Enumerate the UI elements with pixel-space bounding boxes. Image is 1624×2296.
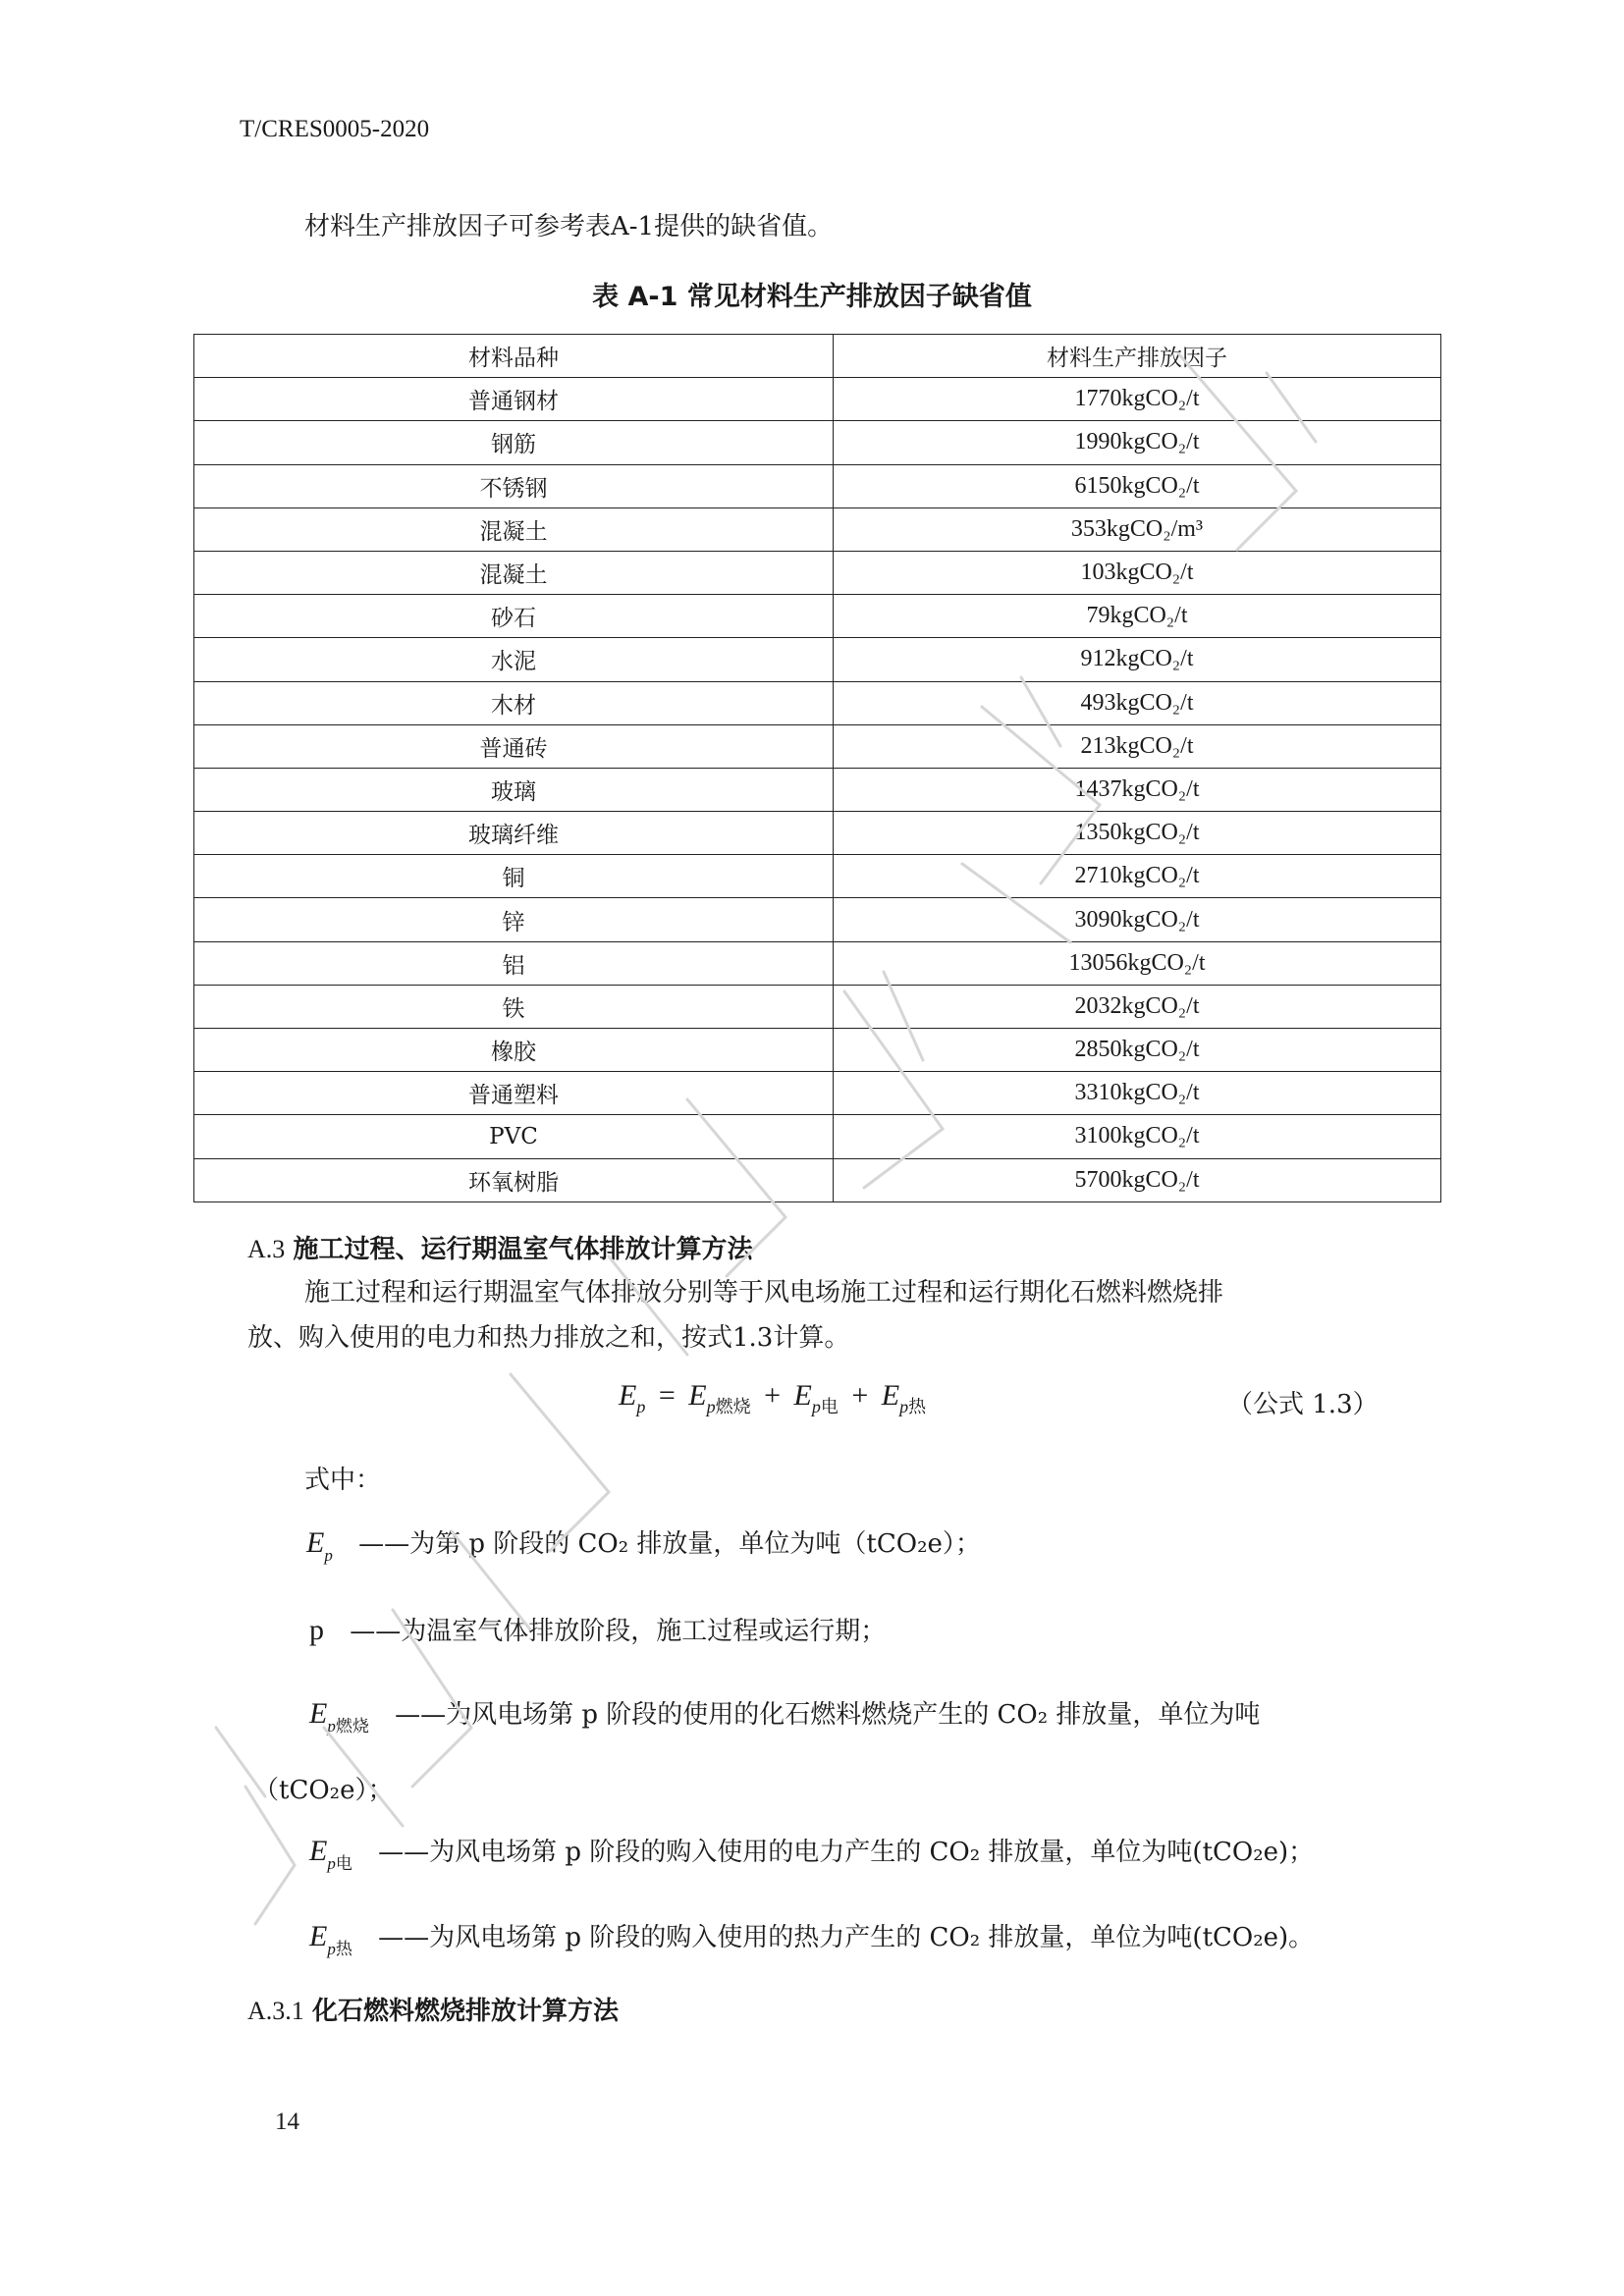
factor-cell: 6150kgCO₂/t xyxy=(834,464,1441,507)
table-row xyxy=(194,421,1441,464)
material-cell: 普通钢材 xyxy=(194,378,834,421)
symbol-subscript: p xyxy=(327,1940,336,1958)
table-row xyxy=(194,724,1441,768)
definition-text: ——为第 p 阶段的 CO₂ 排放量，单位为吨（tCO₂e）； xyxy=(358,1529,981,1559)
material-cell: 水泥 xyxy=(194,638,834,681)
material-cell: 砂石 xyxy=(194,595,834,638)
symbol-subscript: p xyxy=(324,1546,333,1565)
material-cell: 混凝土 xyxy=(194,507,834,551)
formula-1-3 xyxy=(619,1379,926,1418)
formula-subscript: p xyxy=(706,1397,716,1416)
material-cell: 铁 xyxy=(194,985,834,1028)
formula-subscript: 热 xyxy=(908,1397,927,1416)
factor-cell: 2032kgCO₂/t xyxy=(834,985,1441,1028)
page-number: 14 xyxy=(275,2109,299,2135)
table-row xyxy=(194,898,1441,941)
definition-ep-burn xyxy=(309,1694,1260,1736)
table-row xyxy=(194,985,1441,1028)
factor-cell: 5700kgCO₂/t xyxy=(834,1158,1441,1201)
definition-text: ——为温室气体排放阶段，施工过程或运行期； xyxy=(350,1617,887,1646)
formula-operator: = xyxy=(658,1379,676,1412)
formula-subscript: p xyxy=(811,1397,821,1416)
symbol-letter: E xyxy=(309,1697,328,1730)
definition-ep-burn-continued: （tCO₂e）； xyxy=(253,1776,394,1805)
table-row xyxy=(194,378,1441,421)
factor-cell: 3100kgCO₂/t xyxy=(834,1115,1441,1158)
material-cell: 木材 xyxy=(194,681,834,724)
section-heading-a31 xyxy=(247,1991,619,2027)
symbol-letter: E xyxy=(306,1526,325,1559)
formula-symbol: E xyxy=(619,1379,637,1412)
table-row xyxy=(194,638,1441,681)
definition-text: ——为风电场第 p 阶段的购入使用的电力产生的 CO₂ 排放量，单位为吨(tCO₂e)； xyxy=(378,1838,1315,1867)
symbol-p: p xyxy=(309,1614,324,1646)
factor-cell: 3090kgCO₂/t xyxy=(834,898,1441,941)
formula-symbol: E xyxy=(688,1379,707,1412)
factor-cell: 213kgCO₂/t xyxy=(834,724,1441,768)
table-row xyxy=(194,855,1441,898)
material-cell: 玻璃 xyxy=(194,768,834,811)
where-label: 式中： xyxy=(304,1466,382,1495)
symbol-subscript: 电 xyxy=(335,1854,352,1873)
factor-cell: 1350kgCO₂/t xyxy=(834,812,1441,855)
symbol-subscript: p xyxy=(327,1854,336,1873)
formula-symbol: E xyxy=(793,1379,812,1412)
symbol-ep xyxy=(306,1526,333,1565)
table-row xyxy=(194,1158,1441,1201)
formula-label: （公式 1.3） xyxy=(1227,1390,1379,1419)
formula-symbol: E xyxy=(881,1379,900,1412)
factor-cell: 2710kgCO₂/t xyxy=(834,855,1441,898)
table-row xyxy=(194,464,1441,507)
table-row xyxy=(194,768,1441,811)
symbol-letter: E xyxy=(309,1835,328,1867)
material-cell: 铜 xyxy=(194,855,834,898)
document-id: T/CRES0005-2020 xyxy=(240,116,430,142)
formula-operator: + xyxy=(764,1379,781,1412)
definition-p xyxy=(309,1611,886,1647)
section-paragraph-line-1: 施工过程和运行期温室气体排放分别等于风电场施工过程和运行期化石燃料燃烧排 xyxy=(304,1278,1224,1308)
table-header-row xyxy=(194,335,1441,378)
definition-ep-elec xyxy=(309,1832,1314,1874)
formula-subscript: p xyxy=(636,1397,646,1416)
formula-subscript: 电 xyxy=(820,1397,839,1416)
factor-cell: 1770kgCO₂/t xyxy=(834,378,1441,421)
table-row xyxy=(194,595,1441,638)
factor-cell: 1437kgCO₂/t xyxy=(834,768,1441,811)
table-row xyxy=(194,551,1441,594)
section-number: A.3 xyxy=(247,1235,286,1263)
table-caption: 表 A-1 常见材料生产排放因子缺省值 xyxy=(592,282,1032,312)
factor-cell: 13056kgCO₂/t xyxy=(834,941,1441,985)
definition-text: ——为风电场第 p 阶段的使用的化石燃料燃烧产生的 CO₂ 排放量，单位为吨 xyxy=(395,1700,1261,1730)
factor-cell: 103kgCO₂/t xyxy=(834,551,1441,594)
material-cell: 环氧树脂 xyxy=(194,1158,834,1201)
column-header-material: 材料品种 xyxy=(194,335,834,378)
table-row xyxy=(194,941,1441,985)
definition-ep-heat xyxy=(309,1917,1314,1959)
symbol-ep-burn xyxy=(309,1697,369,1735)
table-row xyxy=(194,1115,1441,1158)
symbol-letter: E xyxy=(309,1920,328,1952)
factor-cell: 1990kgCO₂/t xyxy=(834,421,1441,464)
table-row xyxy=(194,681,1441,724)
intro-paragraph: 材料生产排放因子可参考表A-1提供的缺省值。 xyxy=(304,212,834,241)
factor-cell: 79kgCO₂/t xyxy=(834,595,1441,638)
material-cell: 钢筋 xyxy=(194,421,834,464)
definition-text: ——为风电场第 p 阶段的购入使用的热力产生的 CO₂ 排放量，单位为吨(tCO₂e)。 xyxy=(378,1923,1315,1952)
section-number: A.3.1 xyxy=(247,1997,304,2025)
factor-cell: 2850kgCO₂/t xyxy=(834,1029,1441,1072)
factor-cell: 353kgCO₂/m³ xyxy=(834,507,1441,551)
material-cell: 不锈钢 xyxy=(194,464,834,507)
material-cell: 普通塑料 xyxy=(194,1072,834,1115)
symbol-ep-heat xyxy=(309,1920,352,1958)
symbol-subscript: p xyxy=(327,1717,336,1735)
material-cell: 橡胶 xyxy=(194,1029,834,1072)
table-row xyxy=(194,1072,1441,1115)
table-row xyxy=(194,507,1441,551)
section-title: 施工过程、运行期温室气体排放计算方法 xyxy=(293,1235,753,1264)
factor-cell: 493kgCO₂/t xyxy=(834,681,1441,724)
section-title: 化石燃料燃烧排放计算方法 xyxy=(312,1997,620,2026)
material-cell: PVC xyxy=(194,1115,834,1158)
formula-subscript: 燃烧 xyxy=(715,1397,751,1416)
symbol-subscript: 燃烧 xyxy=(335,1717,369,1735)
formula-subscript: p xyxy=(899,1397,909,1416)
section-heading-a3 xyxy=(247,1229,753,1265)
material-cell: 混凝土 xyxy=(194,551,834,594)
materials-table xyxy=(193,334,1441,1202)
table-row xyxy=(194,1029,1441,1072)
table-row xyxy=(194,812,1441,855)
material-cell: 玻璃纤维 xyxy=(194,812,834,855)
material-cell: 普通砖 xyxy=(194,724,834,768)
definition-ep xyxy=(306,1523,981,1566)
factor-cell: 912kgCO₂/t xyxy=(834,638,1441,681)
material-cell: 铝 xyxy=(194,941,834,985)
column-header-factor: 材料生产排放因子 xyxy=(834,335,1441,378)
symbol-subscript: 热 xyxy=(335,1940,352,1958)
section-paragraph-line-2: 放、购入使用的电力和热力排放之和，按式1.3计算。 xyxy=(247,1323,850,1353)
formula-operator: + xyxy=(851,1379,869,1412)
factor-cell: 3310kgCO₂/t xyxy=(834,1072,1441,1115)
material-cell: 锌 xyxy=(194,898,834,941)
symbol-ep-elec xyxy=(309,1835,352,1873)
